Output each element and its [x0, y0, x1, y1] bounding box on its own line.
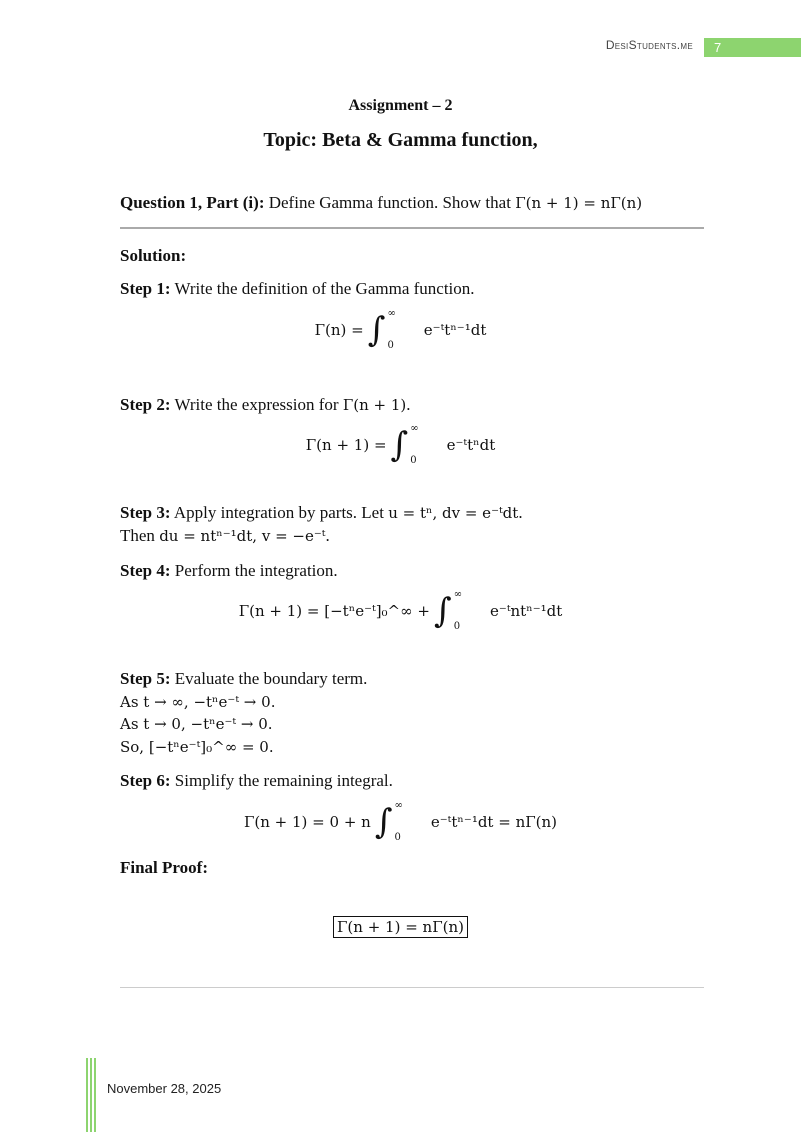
eq-lhs: Γ(n + 1) = [−tⁿe⁻ᵗ]₀^∞ +	[238, 602, 430, 620]
step-5-line: As t → ∞, −tⁿe⁻ᵗ → 0.	[120, 693, 276, 711]
upper-limit: ∞	[394, 800, 403, 811]
eq-integrand: e⁻ᵗtⁿ⁻¹dt	[423, 321, 487, 339]
topic-title: Topic: Beta & Gamma function,	[263, 129, 538, 151]
integral	[368, 308, 396, 352]
step-punct: .	[406, 395, 411, 414]
step-5-line: As t → 0, −tⁿe⁻ᵗ → 0.	[120, 715, 273, 733]
lower-limit: 0	[453, 621, 461, 632]
equation-6	[0, 800, 801, 844]
step-text: Evaluate the boundary term.	[174, 669, 368, 688]
step-math: u = tⁿ, dv = e⁻ᵗdt	[388, 504, 519, 522]
step-3	[120, 503, 523, 523]
question-math: Γ(n + 1) = nΓ(n)	[515, 194, 643, 212]
step-1	[120, 279, 475, 299]
equation-2	[0, 423, 801, 467]
step-label: Step 5:	[120, 669, 171, 688]
step-punct: .	[518, 503, 523, 522]
integral-sign-icon: ∫	[433, 591, 452, 631]
step-text: Perform the integration.	[174, 561, 338, 580]
step-text: Write the definition of the Gamma function.	[174, 279, 475, 298]
lower-limit: 0	[394, 832, 401, 843]
page-number: 7	[704, 38, 801, 57]
solution-heading: Solution:	[120, 246, 187, 265]
equation-4	[0, 589, 801, 633]
equation-1	[0, 308, 801, 352]
eq-integrand: e⁻ᵗtⁿ⁻¹dt = nΓ(n)	[430, 813, 557, 831]
integral	[375, 800, 403, 844]
footer-accent-bars	[86, 1058, 96, 1132]
step-text: Then	[120, 526, 160, 545]
step-text: Simplify the remaining integral.	[174, 771, 393, 790]
integral	[391, 423, 419, 467]
integral	[434, 589, 462, 633]
step-2	[120, 395, 410, 415]
upper-limit: ∞	[387, 308, 396, 319]
integral-sign-icon: ∫	[390, 425, 409, 465]
step-label: Step 3:	[120, 503, 171, 522]
assignment-title: Assignment – 2	[348, 97, 453, 114]
boxed-result: Γ(n + 1) = nΓ(n)	[333, 916, 468, 938]
integral-sign-icon: ∫	[374, 802, 393, 842]
lower-limit: 0	[387, 340, 394, 351]
step-5-line: So, [−tⁿe⁻ᵗ]₀^∞ = 0.	[120, 738, 274, 756]
question-text: Define Gamma function. Show that	[268, 193, 516, 212]
eq-integrand: e⁻ᵗntⁿ⁻¹dt	[490, 602, 563, 620]
divider	[120, 227, 704, 229]
step-math: Γ(n + 1)	[342, 396, 407, 414]
upper-limit: ∞	[410, 423, 419, 434]
step-label: Step 2:	[120, 395, 171, 414]
step-punct: .	[325, 526, 330, 545]
final-equation	[0, 916, 801, 938]
step-5	[120, 669, 367, 689]
step-6	[120, 771, 393, 791]
step-text: Apply integration by parts. Let	[173, 503, 389, 522]
eq-lhs: Γ(n + 1) =	[305, 436, 387, 454]
final-heading: Final Proof:	[120, 858, 208, 877]
question-label: Question 1, Part (i):	[120, 193, 265, 212]
step-label: Step 1:	[120, 279, 171, 298]
footer-date: November 28, 2025	[107, 1081, 222, 1096]
upper-limit: ∞	[453, 589, 463, 600]
integral-sign-icon: ∫	[367, 310, 386, 350]
eq-lhs: Γ(n + 1) = 0 + n	[243, 813, 371, 831]
step-label: Step 4:	[120, 561, 171, 580]
step-math: du = ntⁿ⁻¹dt, v = −e⁻ᵗ	[159, 527, 326, 545]
step-label: Step 6:	[120, 771, 171, 790]
step-3-line-2	[120, 526, 330, 546]
lower-limit: 0	[410, 455, 417, 466]
solution-label	[120, 246, 186, 266]
step-text: Write the expression for	[174, 395, 343, 414]
eq-lhs: Γ(n) =	[314, 321, 364, 339]
question-line	[120, 193, 642, 213]
eq-integrand: e⁻ᵗtⁿdt	[446, 436, 496, 454]
final-proof-label	[120, 858, 208, 878]
step-4	[120, 561, 338, 581]
header-site-name: DesiStudents.me	[605, 38, 693, 52]
bottom-divider	[120, 987, 704, 988]
